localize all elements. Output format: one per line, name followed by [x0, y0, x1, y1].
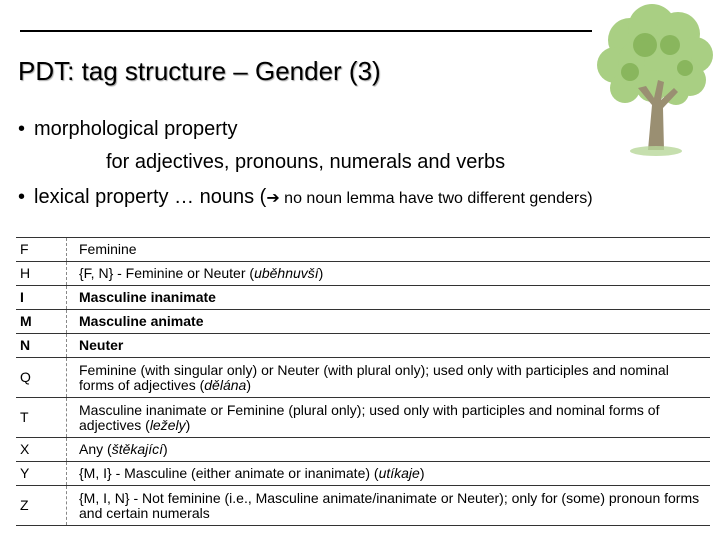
table-row [16, 310, 710, 334]
bullet-note: no noun lemma have two different genders) [279, 190, 593, 207]
bullet-dot: • [18, 118, 26, 140]
desc-text: {M, I} - Masculine (either animate or inanimate) ( [79, 465, 379, 481]
table-row [16, 238, 710, 262]
tag-description: {M, I, N} - Not feminine (i.e., Masculine animate/inanimate or Neuter); only for (some) pronoun forms and certain numerals [67, 486, 711, 526]
bullet-sub-line: for adjectives, pronouns, numerals and verbs [106, 151, 506, 173]
example-word: štěkající [111, 441, 164, 457]
tag-description: Neuter [67, 334, 711, 358]
tag-code: N [16, 334, 67, 358]
bullet-dot: • [18, 186, 26, 208]
example-word: dělána [204, 376, 247, 393]
page-title: PDT: tag structure – Gender (3) [18, 56, 381, 86]
desc-text: ) [163, 441, 168, 457]
tag-code: H [16, 262, 67, 286]
table-row [16, 462, 710, 486]
bullet-text: morphological property [34, 118, 238, 140]
table-row [16, 334, 710, 358]
table-row [16, 438, 710, 462]
tag-description [67, 358, 711, 398]
tag-code: F [16, 238, 67, 262]
tag-description: Feminine [67, 238, 711, 262]
arrow-icon: ➔ [266, 190, 280, 207]
title-rule [20, 30, 592, 32]
table-row [16, 398, 710, 438]
desc-text: Any ( [79, 441, 112, 457]
table-row [16, 358, 710, 398]
example-word: ležely [149, 416, 186, 433]
tag-code: Y [16, 462, 67, 486]
bullet-text: lexical property … nouns ( [34, 186, 267, 208]
tag-code: T [16, 398, 67, 438]
table-row [16, 262, 710, 286]
tag-description [67, 398, 711, 438]
bullet-morphological [18, 118, 237, 141]
tag-code: I [16, 286, 67, 310]
tag-description: Masculine animate [67, 310, 711, 334]
tree-icon [590, 0, 720, 160]
table-row [16, 286, 710, 310]
desc-text: ) [419, 465, 425, 481]
table-row [16, 486, 710, 526]
example-word: uběhnuvší [254, 265, 319, 281]
desc-text: Feminine (with singular only) or Neuter (with plural only); used only with participles and nominal forms of adjectives ( [79, 361, 669, 393]
desc-text: ) [246, 376, 251, 393]
tag-description [67, 438, 711, 462]
tag-code: Z [16, 486, 67, 526]
desc-text: {F, N} - Feminine or Neuter ( [79, 265, 255, 281]
desc-text: ) [318, 265, 324, 281]
bullet-lexical [18, 186, 593, 209]
tag-description [67, 262, 711, 286]
gender-table [16, 237, 710, 526]
example-word: utíkaje [378, 465, 420, 481]
desc-text: ) [185, 416, 191, 433]
desc-text: Masculine inanimate or Feminine (plural only); used only with participles and nominal forms of adjectives ( [79, 401, 660, 433]
tag-description [67, 462, 711, 486]
tag-code: Q [16, 358, 67, 398]
tag-description: Masculine inanimate [67, 286, 711, 310]
tag-code: X [16, 438, 67, 462]
tag-code: M [16, 310, 67, 334]
